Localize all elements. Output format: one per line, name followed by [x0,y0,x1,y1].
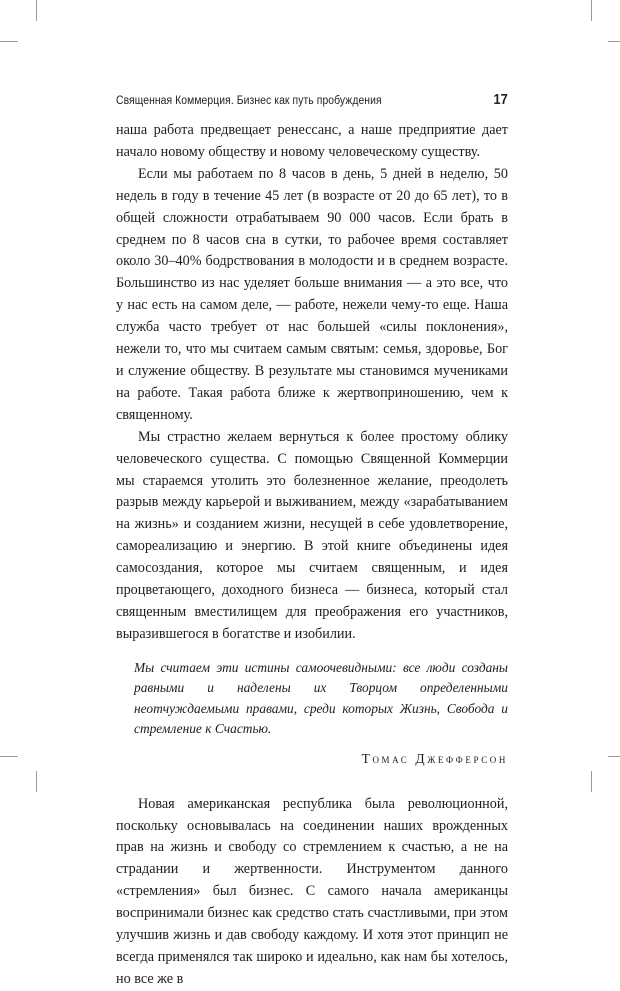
crop-mark-bottom-right-horizontal [608,756,620,757]
crop-mark-top-left-horizontal [0,41,18,42]
paragraph: Новая американская республика была революционной, поскольку основывалась на соединении наших врожденных прав на жизнь и свободу со стремлением к счастью, а не на страдании и жертвенности. Инструментом данного «стремления» был бизнес. С самого начала американцы воспринимали бизнес как средство стать счастливыми, при этом улучшив жизнь и дав свободу каждому. И хотя этот принцип не всегда применялся так широко и идеально, как нам бы хотелось, но все же в [116,795,508,987]
quote-text: Мы считаем эти истины самоочевидными: все люди созданы равными и наделены их Творцом определенными неотчуждаемыми правами, среди которых Жизнь, Свобода и стремление к Счастью. [134,659,508,737]
crop-mark-bottom-left-horizontal [0,756,18,757]
paragraph-continuation: наша работа предвещает ренессанс, а наше предприятие дает начало новому обществу и новому человеческому существу. [116,122,508,160]
paragraph: Мы страстно желаем вернуться к более простому облику человеческого существа. С помощью Священной Коммерции мы стараемся утолить это болезненное желание, преодолеть разрыв между карьерой и выживанием, между «зарабатыванием на жизнь» и созданием жизни, несущей в себе удовлетворение, самореализацию и энергию. В этой книге объединены идея самосоздания, которое мы считаем священным, и идея процветающего, доходного бизнеса — бизнеса, который стал священным вместилищем для преображения его участников, выразившегося в богатстве и изобилии. [116,428,508,642]
page-number: 17 [493,91,508,108]
paragraph: Если мы работаем по 8 часов в день, 5 дней в неделю, 50 недель в году в течение 45 лет (в возрасте от 20 до 65 лет), то в общей сложности отрабатываем 90 000 часов. Если брать в среднем по 8 часов сна в сутки, то рабочее время составляет около 30–40% бодрствования в молодости и в среднем возрасте. Большинство из нас уделяет больше внимания — а это все, что у нас есть на самом деле, — работе, нежели чему-то еще. Наша служба часто требует от нас большей «силы поклонения», нежели то, что мы считаем самым святым: семья, здоровье, Бог и служение обществу. В результате мы становимся мучениками на работе. Такая работа ближе к жертвоприношению, чем к священному. [116,165,508,423]
quote-attribution [116,748,508,772]
page-body [116,120,508,991]
crop-mark-bottom-left-vertical [36,771,37,792]
crop-mark-top-right-horizontal [608,41,620,42]
spacer [116,772,508,794]
crop-mark-top-right-vertical [591,0,592,21]
quote-author: Томас Джефферсон [361,750,508,766]
page-header [116,92,508,112]
crop-mark-top-left-vertical [36,0,37,21]
crop-mark-bottom-right-vertical [591,771,592,792]
epigraph-quote [134,658,508,740]
running-title: Священная Коммерция. Бизнес как путь пробуждения [116,95,382,107]
